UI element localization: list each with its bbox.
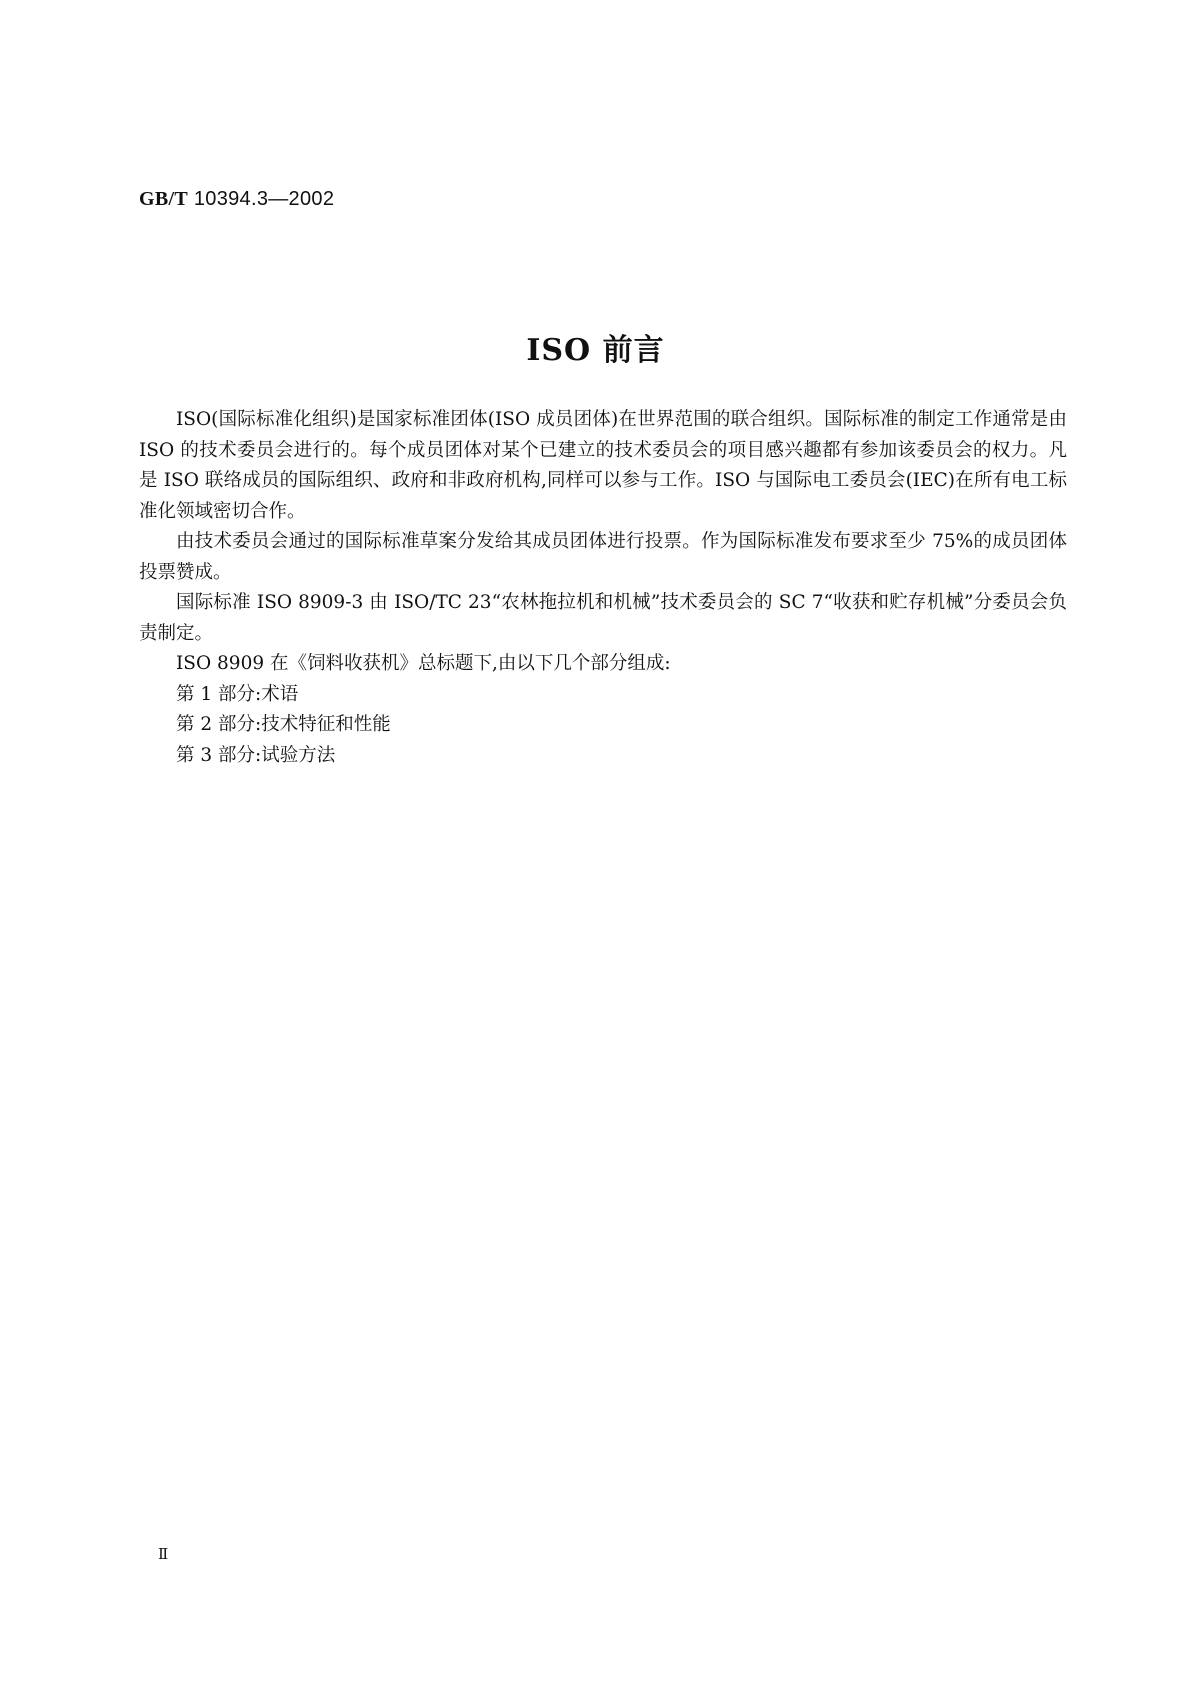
list-item-part-3: 第 3 部分:试验方法	[176, 744, 336, 766]
page-number: Ⅱ	[158, 1547, 169, 1563]
paragraph-voting: 由技术委员会通过的国际标准草案分发给其成员团体进行投票。作为国际标准发布要求至少 75%的成员团体投票赞成。	[139, 531, 1067, 583]
standard-prefix: GB/T	[139, 188, 188, 210]
paragraph-parts-intro: ISO 8909 在《饲料收获机》总标题下,由以下几个部分组成:	[176, 653, 671, 674]
paragraph-iso-organization: ISO(国际标准化组织)是国家标准团体(ISO 成员团体)在世界范围的联合组织。国际标准的制定工作通常是由 ISO 的技术委员会进行的。每个成员团体对某个已建立的技术委员会的项目感兴趣都有参加该委员会的权力。凡是 ISO 联络成员的国际组织、政府和非政府机构,同样可以参与工作。ISO 与国际电工委员会(IEC)在所有电工标准化领域密切合作。	[139, 409, 1067, 522]
page-title: ISO 前言	[526, 333, 665, 368]
list-item-part-2: 第 2 部分:技术特征和性能	[176, 714, 391, 735]
foreword-body	[139, 405, 1067, 771]
paragraph-committee: 国际标准 ISO 8909-3 由 ISO/TC 23“农林拖拉机和机械”技术委员会的 SC 7“收获和贮存机械”分委员会负责制定。	[139, 592, 1067, 644]
list-item-part-1: 第 1 部分:术语	[176, 683, 299, 705]
standard-code: 10394.3—2002	[188, 188, 335, 210]
standard-number	[139, 188, 334, 211]
